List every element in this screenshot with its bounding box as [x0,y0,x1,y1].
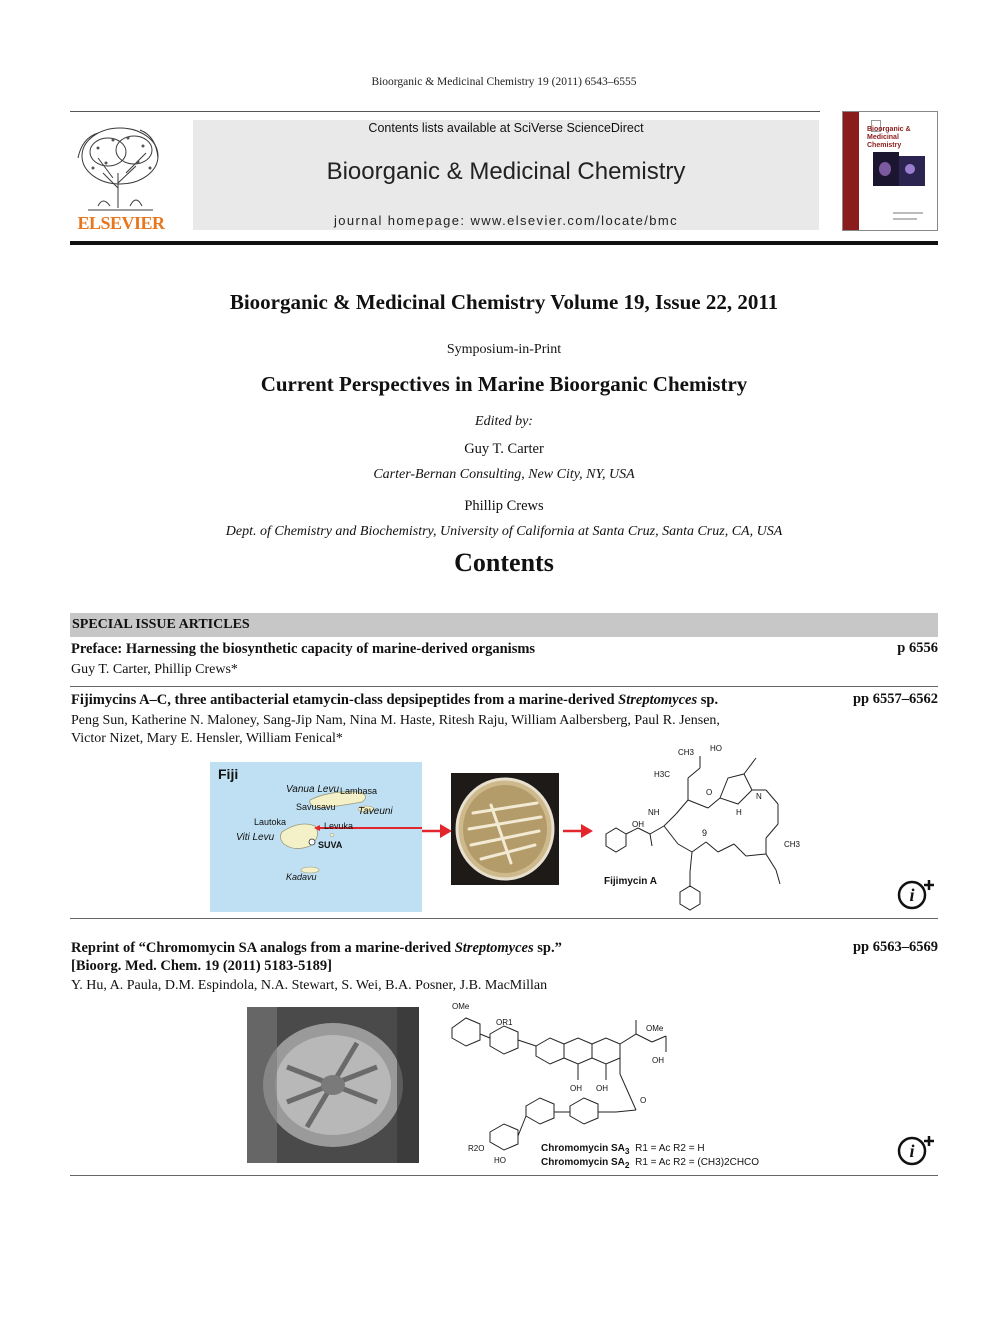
article-title-text: sp.” [533,940,562,956]
chem-label: OH [570,1084,582,1093]
article-pages: pp 6563–6569 [852,939,938,955]
editor-affiliation: Carter-Bernan Consulting, New City, NY, USA [373,467,635,482]
arrow-icon [563,820,593,842]
chem-label: OH [652,1056,664,1065]
article-title-italic: Streptomyces [454,940,534,956]
article-title-link[interactable]: Preface: Harnessing the biosynthetic capacity of marine-derived organisms [71,641,536,657]
map-title: Fiji [218,766,239,782]
fiji-map [210,762,422,912]
contents-availability-line[interactable]: Contents lists available at SciVerse ScienceDirect [368,121,644,135]
map-label: Lautoka [254,817,287,827]
article-divider [70,686,938,687]
chem-label: 9 [702,828,708,838]
chem-label: R2O [468,1144,485,1153]
chem-label: OMe [452,1002,470,1011]
compound-subscript: 3 [624,1146,630,1156]
article-title-text: Reprint of “Chromomycin SA analogs from a marine-derived [71,940,455,956]
chem-label: OH [632,820,644,829]
arrow-icon [422,820,452,842]
article-pages: pp 6557–6562 [852,691,938,707]
compound-groups: R1 = Ac R2 = (CH3)2CHCO [635,1157,760,1168]
cover-title: Bioorganic & Medicinal Chemistry [867,126,911,149]
map-label: Vanua Levu [286,784,340,795]
chem-label: OMe [646,1024,664,1033]
article-authors: Victor Nizet, Mary E. Hensler, William Fenical* [71,731,343,746]
map-label: Savusavu [296,802,336,812]
article-divider [70,918,938,919]
symposium-label: Symposium-in-Print [446,342,562,357]
journal-name: Bioorganic & Medicinal Chemistry [326,158,686,185]
petri-dish-icon [451,773,559,885]
journal-homepage-link[interactable]: journal homepage: www.elsevier.com/locate/bmc [333,213,679,228]
article-title-link[interactable] [71,939,562,957]
chem-label: CH3 [678,748,695,757]
compound-name: Chromomycin SA [541,1143,625,1154]
chem-label: OR1 [496,1018,513,1027]
map-label: Lambasa [340,786,378,796]
compound-legend-row [541,1143,705,1156]
map-label: Viti Levu [236,832,275,843]
compound-groups: R1 = Ac R2 = H [635,1143,705,1154]
coral-icon [247,1007,419,1163]
compound-legend-row [541,1157,759,1170]
article-reprint-citation: [Bioorg. Med. Chem. 19 (2011) 5183-5189] [71,958,332,974]
map-label: SUVA [318,840,343,850]
article-title-text: sp. [697,692,719,708]
chem-label: H [736,808,742,817]
chem-label: H3C [654,770,671,779]
editor-name: Guy T. Carter [464,441,544,457]
volume-title: Bioorganic & Medicinal Chemistry Volume 19, Issue 22, 2011 [229,290,779,314]
section-label: SPECIAL ISSUE ARTICLES [72,617,250,632]
article-title-italic: Streptomyces [618,692,698,708]
article-authors: Peng Sun, Katherine N. Maloney, Sang-Jip Nam, Nina M. Haste, Ritesh Raju, William Aalbersberg, Paul R. Jensen, [71,713,720,728]
svg-text:i: i [909,1141,915,1161]
compound-subscript: 2 [624,1160,630,1170]
chem-label: NH [648,808,660,817]
editor-name: Phillip Crews [464,498,544,514]
article-title-link[interactable] [71,691,718,709]
journal-citation: Bioorganic & Medicinal Chemistry 19 (2011) 6543–6555 [371,76,637,88]
culture-photo [451,773,559,885]
supplementary-info-icon[interactable] [896,1132,936,1166]
chem-label: O [706,788,713,797]
journal-cover-thumbnail [842,111,938,231]
fijimycin-structure [596,744,832,914]
chem-label: HO [494,1156,506,1165]
edited-by-label: Edited by: [475,414,533,429]
map-label: Levuka [324,821,354,831]
article-authors: Guy T. Carter, Phillip Crews* [71,662,238,677]
symposium-title: Current Perspectives in Marine Bioorganic Chemistry [260,372,748,396]
masthead-thick-rule [70,241,938,245]
supplementary-info-icon[interactable] [896,876,936,910]
chem-label: O [640,1096,647,1105]
masthead-rule [70,111,820,112]
article-title-text: Fijimycins A–C, three antibacterial etamycin-class depsipeptides from a marine-derived [71,692,619,708]
svg-text:i: i [909,885,915,905]
chemical-structure-icon [596,744,832,914]
article-divider [70,1175,938,1176]
coral-photo [247,1007,419,1163]
article-pages: p 6556 [897,640,938,656]
compound-name: Chromomycin SA [541,1157,625,1168]
editor-affiliation: Dept. of Chemistry and Biochemistry, University of California at Santa Cruz, Santa Cruz, CA, USA [225,524,783,539]
chem-label: OH [596,1084,608,1093]
article-authors: Y. Hu, A. Paula, D.M. Espindola, N.A. Stewart, S. Wei, B.A. Posner, J.B. MacMillan [71,978,548,993]
chem-label: N [756,792,762,801]
map-label: Taveuni [358,806,393,817]
map-label: Kadavu [286,872,317,882]
chem-label: HO [710,744,722,753]
chem-label: CH3 [784,840,801,849]
compound-label: Fijimycin A [604,876,657,887]
elsevier-wordmark: ELSEVIER [77,213,165,233]
contents-heading: Contents [454,548,554,577]
